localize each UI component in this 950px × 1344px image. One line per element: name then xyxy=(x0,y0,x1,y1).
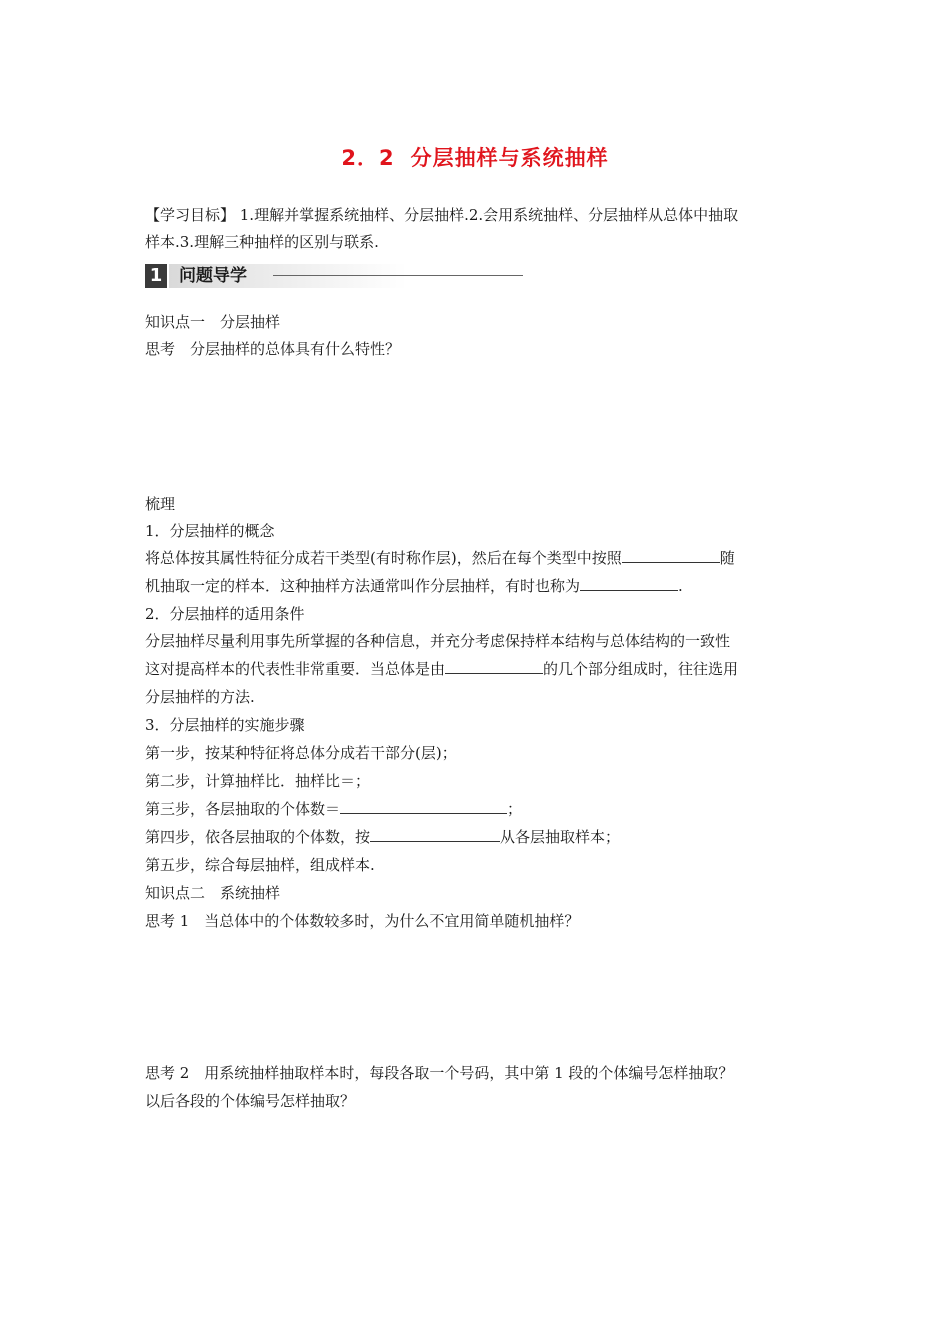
objectives-line-1: 【学习目标】 1.理解并掌握系统抽样、分层抽样.2.会用系统抽样、分层抽样从总体中抽取 xyxy=(145,206,739,224)
title-number: 2．2 xyxy=(341,146,395,170)
summary-item2-title: 2．分层抽样的适用条件 xyxy=(145,605,305,623)
objectives-line-2: 样本.3.理解三种抽样的区别与联系. xyxy=(145,233,379,251)
item2-text-a: 这对提高样本的代表性非常重要．当总体是由 xyxy=(145,660,446,678)
step-2: 第二步，计算抽样比．抽样比＝； xyxy=(145,772,371,790)
step-4 xyxy=(145,827,810,847)
step-1: 第一步，按某种特征将总体分成若干部分(层)； xyxy=(145,744,457,762)
step3-text-b: ； xyxy=(507,800,523,818)
step4-text-b: 从各层抽取样本； xyxy=(500,828,621,846)
kp2-heading: 知识点二 系统抽样 xyxy=(145,884,281,902)
summary-item2-line3: 分层抽样的方法. xyxy=(145,688,255,706)
step-5: 第五步，综合每层抽样，组成样本. xyxy=(145,856,375,874)
item2-text-b: 的几个部分组成时，往往选用 xyxy=(543,660,739,678)
fill-blank[interactable] xyxy=(340,799,507,814)
item1-text-c: 机抽取一定的样本．这种抽样方法通常叫作分层抽样，有时也称为 xyxy=(145,577,581,595)
item1-text-a: 将总体按其属性特征分成若干类型(有时称作层)，然后在每个类型中按照 xyxy=(145,549,622,567)
section-number-badge: 1 xyxy=(145,264,167,288)
section-header xyxy=(145,263,525,289)
summary-item2-line1: 分层抽样尽量利用事先所掌握的各种信息，并充分考虑保持样本结构与总体结构的一致性 xyxy=(145,632,731,650)
step3-text-a: 第三步，各层抽取的个体数＝ xyxy=(145,800,341,818)
kp2-think1: 思考 1 当总体中的个体数较多时，为什么不宜用简单随机抽样？ xyxy=(145,912,580,930)
summary-item3-title: 3．分层抽样的实施步骤 xyxy=(145,716,305,734)
summary-item1-paragraph-line2 xyxy=(145,576,810,596)
kp2-think2-line2: 以后各段的个体编号怎样抽取？ xyxy=(145,1092,356,1110)
section-divider xyxy=(273,275,523,276)
summary-heading: 梳理 xyxy=(145,495,176,513)
title-text: 分层抽样与系统抽样 xyxy=(410,146,609,170)
summary-item2-line2 xyxy=(145,659,810,679)
item1-text-d: . xyxy=(678,577,683,595)
page-title xyxy=(0,142,950,172)
step4-text-a: 第四步，依各层抽取的个体数，按 xyxy=(145,828,371,846)
item1-text-b: 随 xyxy=(719,549,735,567)
section-label: 问题导学 xyxy=(179,266,247,286)
fill-blank[interactable] xyxy=(445,659,543,674)
kp1-heading: 知识点一 分层抽样 xyxy=(145,313,281,331)
step-3 xyxy=(145,799,810,819)
fill-blank[interactable] xyxy=(370,827,500,842)
summary-item1-paragraph-line1 xyxy=(145,548,810,568)
kp1-think: 思考 分层抽样的总体具有什么特性？ xyxy=(145,340,401,358)
fill-blank[interactable] xyxy=(580,576,678,591)
fill-blank[interactable] xyxy=(622,548,720,563)
kp2-think2-line1: 思考 2 用系统抽样抽取样本时，每段各取一个号码，其中第 1 段的个体编号怎样抽取？ xyxy=(145,1064,734,1082)
summary-item1-title: 1．分层抽样的概念 xyxy=(145,522,275,540)
